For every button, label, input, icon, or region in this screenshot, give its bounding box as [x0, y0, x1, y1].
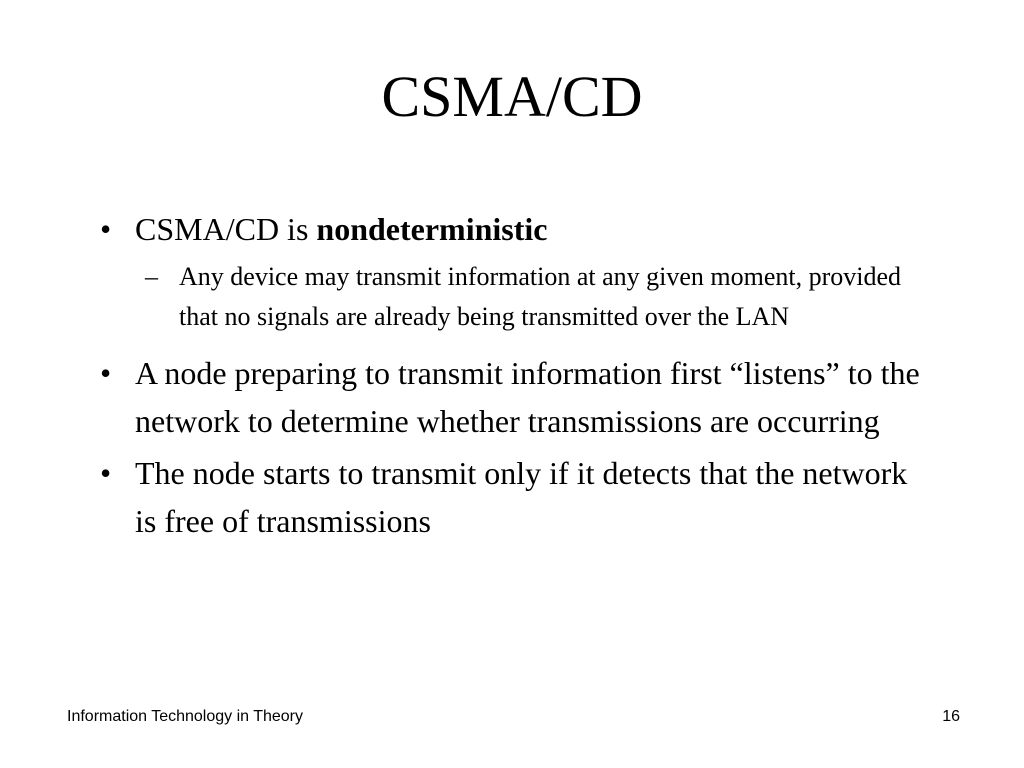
footer-title: Information Technology in Theory	[67, 708, 303, 725]
bullet-marker: •	[100, 455, 112, 491]
bullet-text-bold: nondeterministic	[316, 211, 548, 247]
sub-bullet-text: Any device may transmit information at any given moment, provided that no signals are already being transmitted over the LAN	[179, 262, 902, 331]
bullet-item	[100, 449, 920, 545]
bullet-text: The node starts to transmit only if it detects that the network is free of transmissions	[135, 455, 908, 539]
bullet-marker: •	[100, 211, 112, 247]
bullet-list	[100, 205, 920, 545]
bullet-marker: •	[100, 355, 112, 391]
bullet-item	[100, 349, 920, 445]
page-number: 16	[942, 708, 960, 725]
sub-bullet-item	[145, 257, 920, 337]
slide-title: CSMA/CD	[381, 64, 643, 129]
bullet-item	[100, 205, 920, 253]
sub-bullet-marker: –	[145, 262, 158, 291]
bullet-text: A node preparing to transmit information first “listens” to the network to determine whether transmissions are occurring	[135, 355, 920, 439]
bullet-text-prefix: CSMA/CD is	[135, 211, 317, 247]
